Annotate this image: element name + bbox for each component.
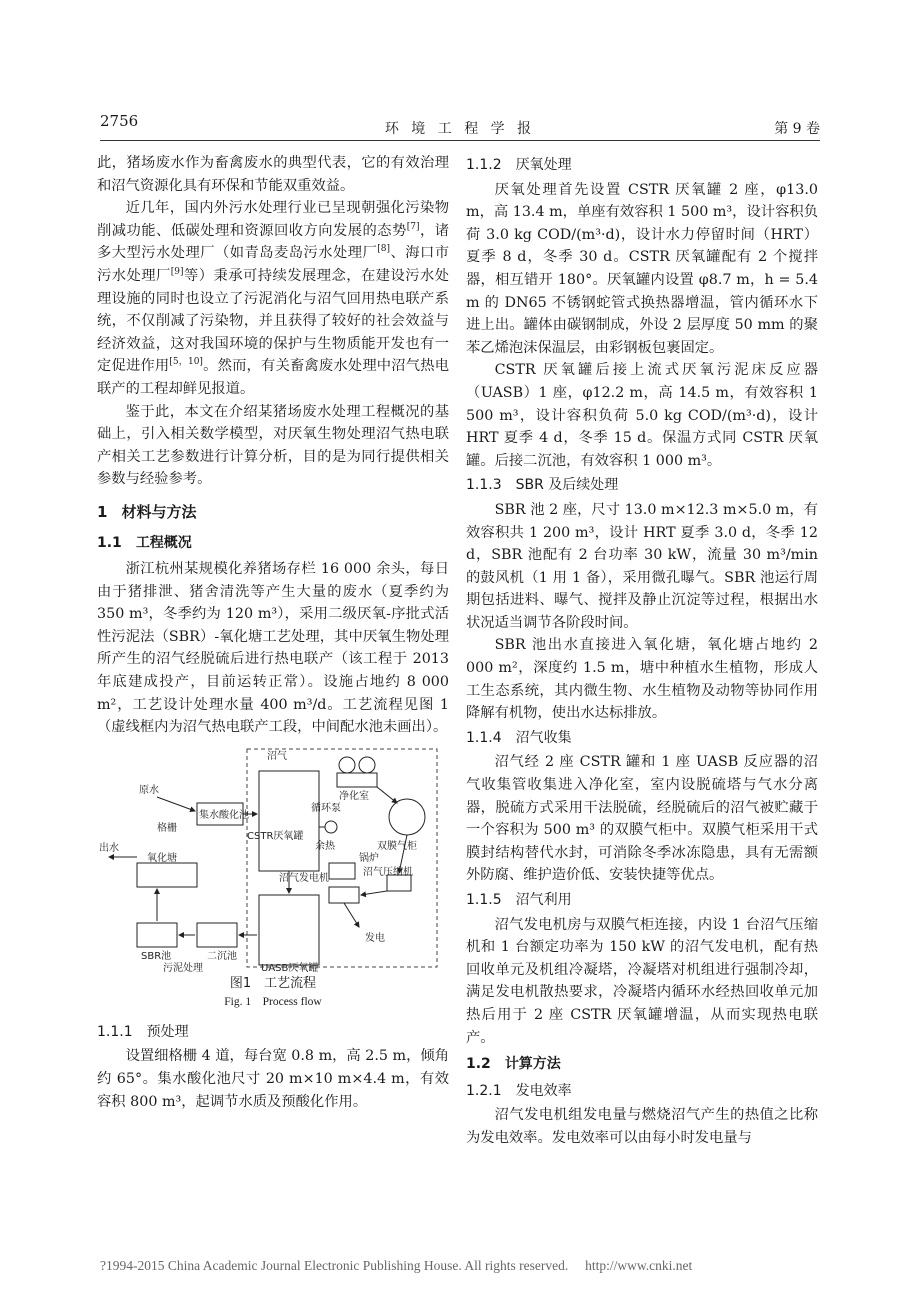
subsubsection-heading: 1.2.1 发电效率 xyxy=(466,1082,572,1099)
diagram-label: 沼气压缩机 xyxy=(363,866,413,878)
paragraph: 沼气发电机房与双膜气柜连接，内设 1 台沼气压缩机和 1 台额定功率为 150 kW 的沼气发电机，配有热回收单元及机组冷凝塔，冷凝塔对机组进行强制冷却，满足发电机散热要求，冷凝塔内循环水经热回收单元加热后用于 2 座 CSTR 厌氧罐增温，从而实现热电联产。 xyxy=(466,916,818,1046)
page-number: 2756 xyxy=(100,112,139,130)
diagram-label: 循环泵 xyxy=(311,802,341,814)
citation[interactable]: [8] xyxy=(377,244,390,255)
diagram-label: 双膜气柜 xyxy=(377,840,417,852)
diagram-label: 发电 xyxy=(365,932,385,944)
diagram-label: 原水 xyxy=(139,784,159,796)
paragraph: 近几年，国内外污水处理行业已呈现朝强化污染物削减功能、低碳处理和资源回收方向发展的态势[7]，诸多大型污水处理厂（如青岛麦岛污水处理厂[8]、海口市污水处理厂[9]等）秉承可持续发展理念，在建设污水处理设施的同时也设立了污泥消化与沼气回用热电联产系统，不仅削减了污染物，并且获得了较好的社会效益与经济效益，这对我国环境的保护与生物质能开发也有一定促进作用[5，10]。然而，有关畜禽废水处理中沼气热电联产的工程却鲜见报道。 xyxy=(97,200,450,397)
diagram-label: 出水 xyxy=(99,842,119,854)
subsection-heading: 1.2 计算方法 xyxy=(466,1056,561,1073)
diagram-label: 沼气发电机 xyxy=(279,872,329,884)
diagram-label: 集水酸化池 xyxy=(199,809,249,821)
diagram-label: 沼气 xyxy=(267,750,287,762)
cstr-tank xyxy=(259,771,319,871)
page-header xyxy=(100,112,820,142)
paragraph: SBR 池 2 座，尺寸 13.0 m×12.3 m×5.0 m，有效容积共 1 200 m³，设计 HRT 夏季 3.0 d，冬季 12 d，SBR 池配有 2 台功率 30 kW，流量 30 m³/min 的鼓风机（1 用 1 备），采用微孔曝气。SBR 池运行周期包括进料、曝气、搅拌及静止沉淀等过程，根据出水状况适当调节各阶段时间。 xyxy=(466,501,818,631)
subsubsection-heading: 1.1.1 预处理 xyxy=(97,1023,189,1040)
paragraph: 沼气经 2 座 CSTR 罐和 1 座 UASB 反应器的沼气收集管收集进入净化室，室内设脱硫塔与气水分离器，脱硫方式采用干法脱硫，经脱硫后的沼气被贮藏于一个容积为 500 m³ 的双膜气柜中。双膜气柜采用干式膜封结构替代水封，可消除冬季冰冻隐患，具有无需额外防腐、维护造价低、安装快捷等优点。 xyxy=(466,754,818,884)
process-flow-figure xyxy=(97,745,449,975)
boiler xyxy=(329,863,355,879)
subsection-heading: 1.1 工程概况 xyxy=(97,534,192,551)
oxidation-pond xyxy=(137,863,197,887)
paragraph: 此，猪场废水作为畜禽废水的典型代表，它的有效治理和沼气资源化具有环保和节能双重效益。 xyxy=(97,155,449,194)
diagram-label: 格栅 xyxy=(157,822,177,834)
header-rule xyxy=(100,140,820,141)
diagram-label: UASB厌氧罐 xyxy=(261,962,319,974)
diagram-label: 净化室 xyxy=(339,790,369,802)
paragraph: CSTR 厌氧罐后接上流式厌氧污泥床反应器（UASB）1 座，φ12.2 m，高 14.5 m，有效容积 1 500 m³，设计容积负荷 5.0 kg COD/(m³·d)，设计 HRT 夏季 4 d，冬季 15 d。保温方式同 CSTR 厌氧罐。后接二沉池，有效容积 1 000 m³。 xyxy=(466,362,818,469)
process-flow-diagram xyxy=(97,745,449,975)
paragraph: 沼气发电机组发电量与燃烧沼气产生的热值之比称为发电效率。发电效率可以由每小时发电量与 xyxy=(466,1107,818,1146)
diagram-label: CSTR厌氧罐 xyxy=(247,830,304,842)
purification-room xyxy=(337,773,377,787)
citation[interactable]: [5，10] xyxy=(169,357,203,368)
sbr-tank xyxy=(137,923,177,947)
subsubsection-heading: 1.1.5 沼气利用 xyxy=(466,892,572,908)
section-heading: 1 材料与方法 xyxy=(97,502,197,521)
secondary-clarifier xyxy=(197,923,237,947)
paragraph: SBR 池出水直接进入氧化塘，氧化塘占地约 2 000 m²，深度约 1.5 m，塘中种植水生植物，形成人工生态系统，其内微生物、水生植物及动物等协同作用降解有机物，使出水达标排放。 xyxy=(466,637,818,722)
diagram-label: SBR池 xyxy=(141,950,172,962)
right-column xyxy=(466,152,818,1150)
circulation-pump xyxy=(325,821,337,833)
paragraph: 厌氧处理首先设置 CSTR 厌氧罐 2 座，φ13.0 m，高 13.4 m，单座有效容积 1 500 m³，设计容积负荷 3.0 kg COD/(m³·d)，设计水力停留时间（HRT）夏季 8 d，冬季 30 d。CSTR 厌氧罐配有 2 个搅拌器，相互错开 180°。厌氧罐内设置 φ8.7 m，h = 5.4 m 的 DN65 不锈钢蛇管式换热器增温，管内循环水下进上出。罐体由碳钢制成，外设 2 层厚度 50 mm 的聚苯乙烯泡沫保温层，由彩钢板包裹固定。 xyxy=(466,181,818,356)
subsubsection-heading: 1.1.2 厌氧处理 xyxy=(466,157,572,173)
copyright-footer: ?1994-2015 China Academic Journal Electronic Publishing House. All rights reserved. http://www.cnki.net xyxy=(100,1258,693,1273)
paragraph: 鉴于此，本文在介绍某猪场废水处理工程概况的基础上，引入相关数学模型，对厌氧生物处理沼气热电联产相关工艺参数进行计算分析，目的是为同行提供相关参数与经验参考。 xyxy=(97,403,449,488)
paragraph: 浙江杭州某规模化养猪场存栏 16 000 余头，每日由于猪排泄、猪舍清洗等产生大量的废水（夏季约为 350 m³，冬季约为 120 m³），采用二级厌氧-序批式活性污泥法（SBR）-氧化塘工艺处理，其中厌氧生物处理所产生的沼气经脱硫后进行热电联产（该工程于 2013 年底建成投产，目前运转正常）。设施占地约 8 000 m²，工艺设计处理水量 400 m³/d。工艺流程见图 1（虚线框内为沼气热电联产工段，中间配水池未画出）。 xyxy=(97,561,449,736)
diagram-label: 二沉池 xyxy=(207,950,237,962)
chp-dashed-box xyxy=(247,749,437,967)
diagram-label: 污泥处理 xyxy=(163,962,203,974)
left-column xyxy=(97,152,449,1113)
journal-title: 环 境 工 程 学 报 xyxy=(384,121,536,137)
generator xyxy=(329,887,359,903)
citation[interactable]: [7] xyxy=(406,222,420,233)
citation[interactable]: [9] xyxy=(170,267,184,278)
figure-caption-en: Fig. 1 Process flow xyxy=(224,995,322,1008)
diagram-label: 余热 xyxy=(315,840,335,852)
paragraph: 设置细格栅 4 道，每台宽 0.8 m，高 2.5 m，倾角约 65°。集水酸化池尺寸 20 m×10 m×4.4 m，有效容积 800 m³，起调节水质及预酸化作用。 xyxy=(97,1048,449,1110)
volume-label: 第 9 卷 xyxy=(774,121,820,137)
subsubsection-heading: 1.1.4 沼气收集 xyxy=(466,729,572,746)
diagram-label: 氧化塘 xyxy=(147,852,177,864)
gas-holder xyxy=(389,799,425,835)
subsubsection-heading: 1.1.3 SBR 及后续处理 xyxy=(466,477,619,494)
figure-caption: 图1 工艺流程 xyxy=(229,975,317,991)
diagram-label: 锅炉 xyxy=(359,852,379,864)
uasb-tank xyxy=(259,895,319,965)
